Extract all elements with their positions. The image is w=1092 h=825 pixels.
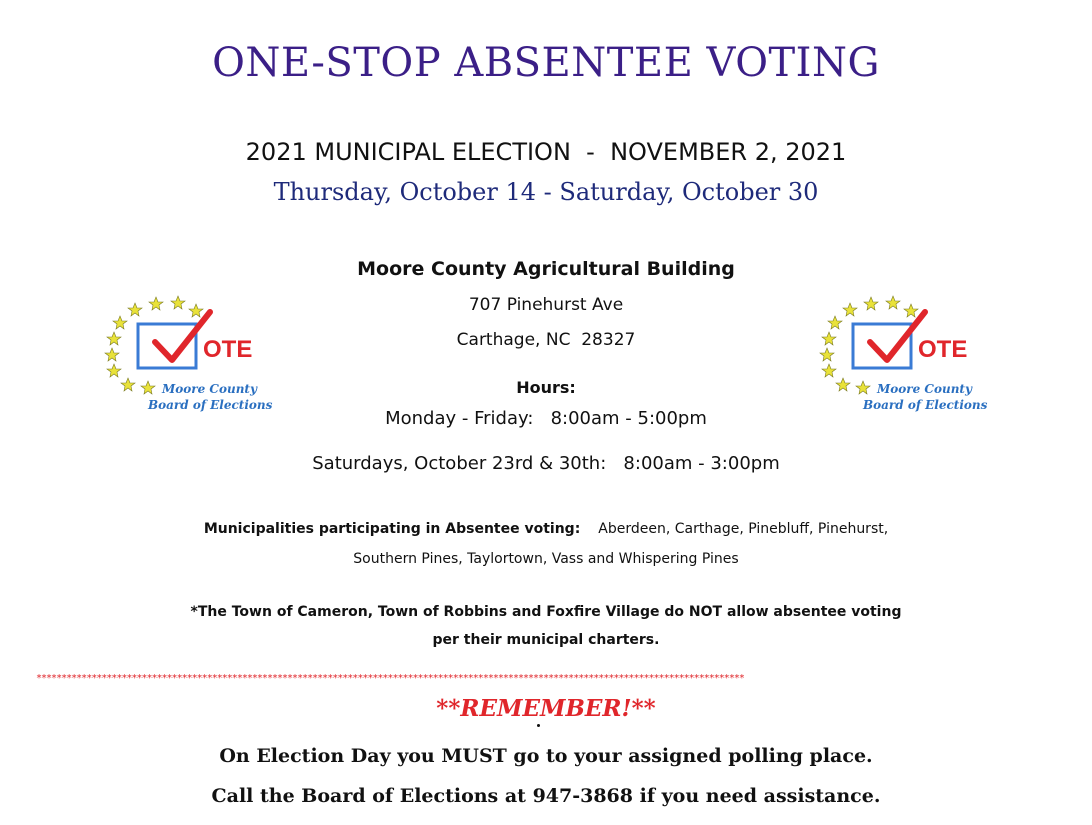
vote-logo-left: [100, 292, 300, 422]
election-subtitle: 2021 MUNICIPAL ELECTION - NOVEMBER 2, 2021: [245, 138, 847, 166]
page-title: ONE-STOP ABSENTEE VOTING: [212, 40, 880, 86]
building-name: Moore County Agricultural Building: [357, 258, 735, 280]
remember-heading: **REMEMBER!**: [436, 695, 656, 722]
note-line2: per their municipal charters.: [432, 632, 660, 648]
logo-caption-county: Moore County: [162, 382, 257, 396]
hours-heading: Hours:: [516, 378, 576, 397]
asterisk-divider: *********************************************************************************************************************************************: [36, 673, 744, 684]
logo-word: OTE: [203, 336, 253, 363]
municipalities-line2: Southern Pines, Taylortown, Vass and Whispering Pines: [353, 551, 739, 567]
voting-dates: Thursday, October 14 - Saturday, October 30: [273, 178, 819, 206]
logo-caption-board: Board of Elections: [863, 398, 988, 412]
municipalities-label: Municipalities participating in Absentee voting:: [203, 521, 581, 537]
ballot-box-icon: [853, 324, 911, 368]
stray-dot: [537, 724, 540, 727]
weekday-hours: Monday - Friday: 8:00am - 5:00pm: [385, 408, 707, 429]
street-address: 707 Pinehurst Ave: [468, 295, 624, 315]
logo-caption-county: Moore County: [877, 382, 972, 396]
saturday-hours: Saturdays, October 23rd & 30th: 8:00am - 3:00pm: [312, 453, 780, 474]
vote-logo-right: [815, 292, 1015, 422]
note-line1: *The Town of Cameron, Town of Robbins and Foxfire Village do NOT allow absentee voting: [190, 604, 902, 620]
ballot-box-icon: [138, 324, 196, 368]
logo-word: OTE: [918, 336, 968, 363]
logo-caption-board: Board of Elections: [148, 398, 273, 412]
city-address: Carthage, NC 28327: [456, 330, 636, 350]
reminder-line2: Call the Board of Elections at 947-3868 if you need assistance.: [211, 785, 881, 807]
reminder-line1: On Election Day you MUST go to your assigned polling place.: [219, 745, 873, 767]
municipalities-list1: Aberdeen, Carthage, Pinebluff, Pinehurst,: [598, 521, 889, 537]
municipalities-line1: [0, 521, 1092, 537]
